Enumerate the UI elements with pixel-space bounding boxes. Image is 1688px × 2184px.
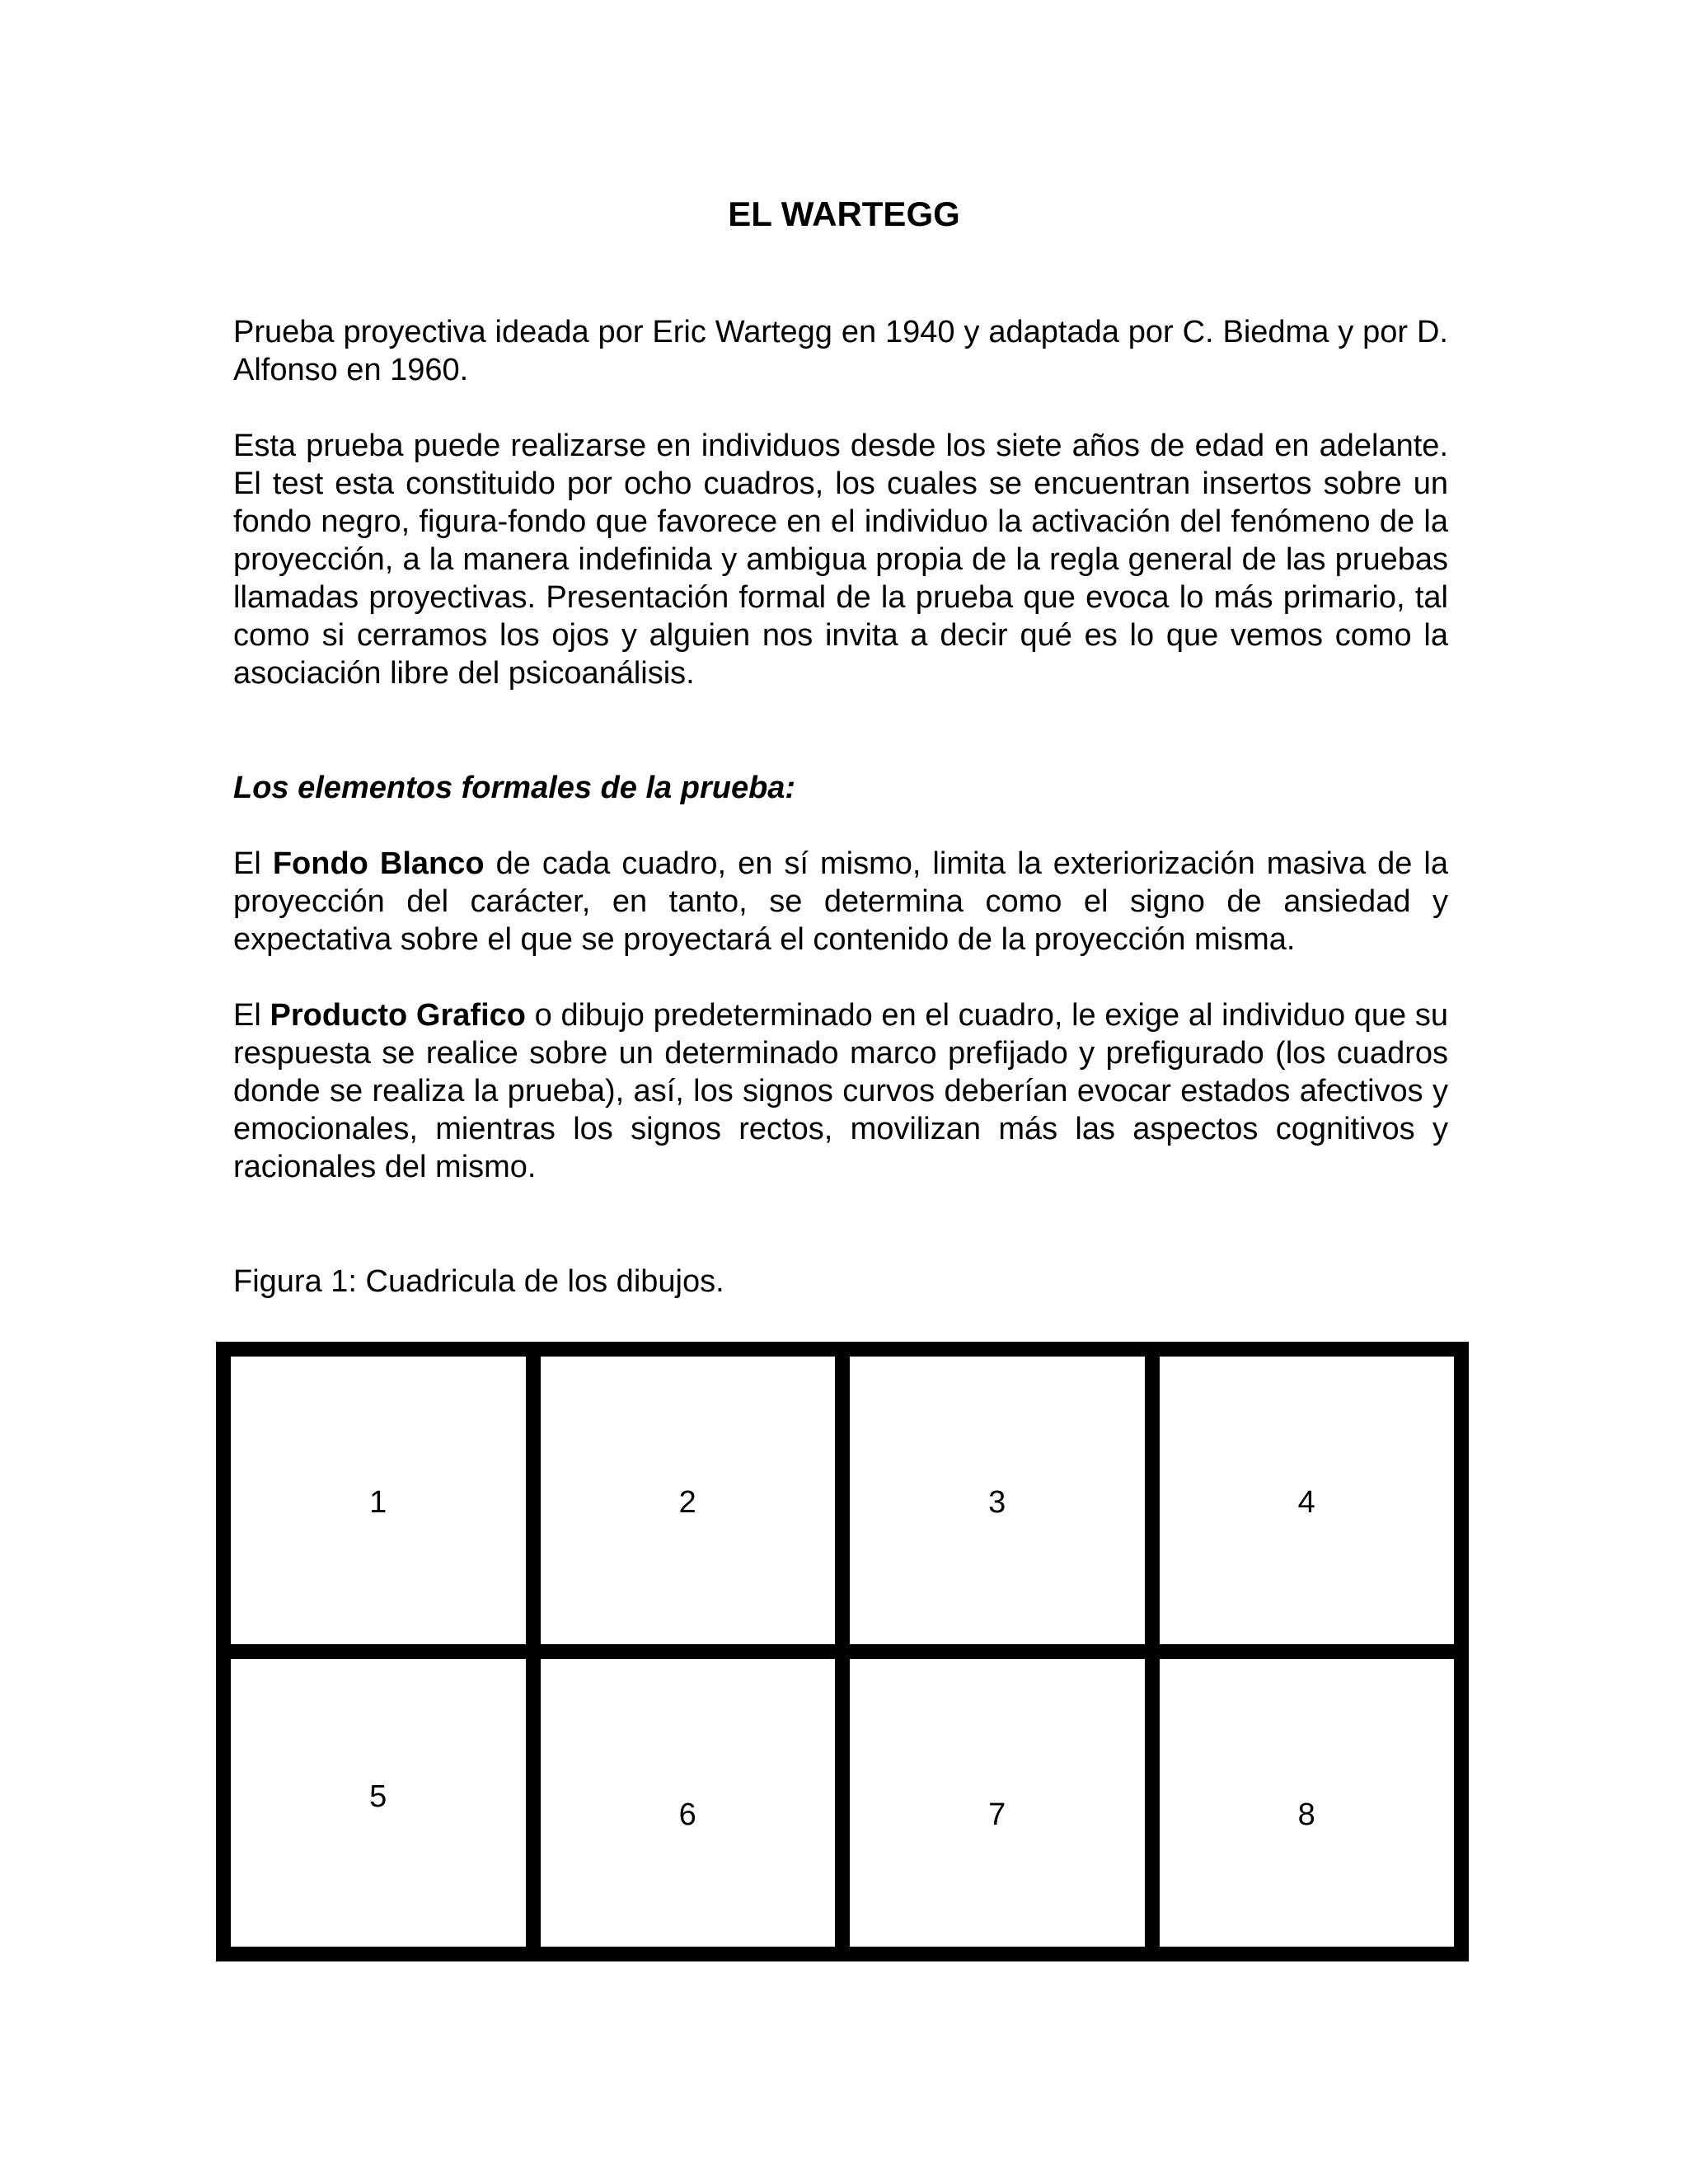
- drawing-grid: [216, 1342, 1469, 1961]
- producto-grafico-prefix: El: [233, 998, 270, 1033]
- grid-cell-number: 8: [1297, 1797, 1315, 1832]
- grid-cell-1: [231, 1357, 526, 1644]
- grid-cell-number: 6: [678, 1797, 696, 1832]
- fondo-blanco-paragraph: [233, 845, 1448, 958]
- fondo-blanco-prefix: El: [233, 846, 273, 881]
- grid-cell-number: 3: [988, 1485, 1006, 1520]
- grid-cell-4: [1160, 1357, 1455, 1644]
- figure-caption: Figura 1: Cuadricula de los dibujos.: [233, 1264, 724, 1299]
- producto-grafico-paragraph: [233, 996, 1448, 1186]
- description-paragraph: Esta prueba puede realizarse en individuos desde los siete años de edad en adelante. El test esta constituido por ocho cuadros, los cuales se encuentran insertos sobre un fondo negro, figura-fondo que favorece en el individuo la activación del fenómeno de la proyección, a la manera indefinida y ambigua propia de la regla general de las pruebas llamadas proyectivas. Presentación formal de la prueba que evoca lo más primario, tal como si cerramos los ojos y alguien nos invita a decir qué es lo que vemos como la asociación libre del psicoanálisis.: [233, 429, 1448, 691]
- grid-cell-2: [541, 1357, 836, 1644]
- grid-cell-number: 4: [1297, 1485, 1315, 1520]
- intro-paragraph: Prueba proyectiva ideada por Eric Wartegg en 1940 y adaptada por C. Biedma y por D. Alfonso en 1960.: [233, 315, 1448, 387]
- grid-cell-5: [231, 1659, 526, 1947]
- document-title: EL WARTEGG: [728, 194, 960, 233]
- grid-cell-number: 5: [369, 1779, 387, 1814]
- grid-cell-3: [850, 1357, 1145, 1644]
- grid-cell-8: [1160, 1659, 1455, 1947]
- producto-grafico-text: o dibujo predeterminado en el cuadro, le exige al individuo que su respuesta se realice sobre un determinado marco prefijado y prefigurado (los cuadros donde se realiza la prueba), así, los signos curvos deberían evocar estados afectivos y emocionales, mientras los signos rectos, movilizan más las aspectos cognitivos y racionales del mismo.: [233, 998, 1449, 1184]
- grid-cell-7: [850, 1659, 1145, 1947]
- grid-cell-6: [541, 1659, 836, 1947]
- grid-cell-number: 7: [988, 1797, 1006, 1832]
- fondo-blanco-term: Fondo Blanco: [272, 846, 485, 881]
- grid-cell-number: 2: [678, 1485, 696, 1520]
- section-subheading: Los elementos formales de la prueba:: [233, 771, 796, 805]
- producto-grafico-term: Producto Grafico: [270, 998, 526, 1033]
- fondo-blanco-text: de cada cuadro, en sí mismo, limita la exteriorización masiva de la proyección del carácter, en tanto, se determina como el signo de ansiedad y expectativa sobre el que se proyectará el contenido de la proyección misma.: [233, 846, 1448, 957]
- grid-cell-number: 1: [369, 1485, 387, 1520]
